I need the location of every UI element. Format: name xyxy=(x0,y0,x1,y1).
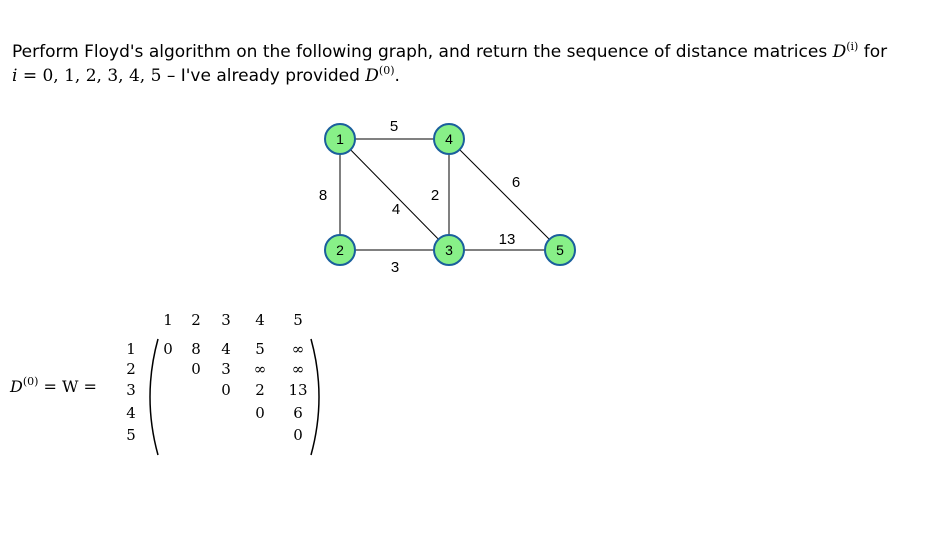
problem-text-provided: – I've already provided xyxy=(161,66,366,86)
col-header-5: 5 xyxy=(293,311,303,329)
lhs-equals-W: = W = xyxy=(38,377,97,396)
cell-5-5: 0 xyxy=(293,426,303,444)
math-sup-i: (i) xyxy=(846,40,859,53)
node-4 xyxy=(434,124,464,154)
weight-4-3: 2 xyxy=(430,187,440,204)
problem-text: Perform Floyd's algorithm on the following graph, and return the sequence of distance matrices xyxy=(12,42,828,62)
row-header-3: 3 xyxy=(126,381,136,399)
node-1-label: 1 xyxy=(336,131,344,147)
column-headers xyxy=(163,311,303,329)
problem-text-for: for xyxy=(858,42,888,62)
cell-2-4: ∞ xyxy=(253,360,267,378)
matrix-cells xyxy=(163,340,307,444)
row-header-5: 5 xyxy=(126,426,136,444)
col-header-4: 4 xyxy=(255,311,265,329)
cell-2-5: ∞ xyxy=(291,360,305,378)
weight-1-3: 4 xyxy=(391,201,401,218)
cell-2-2: 0 xyxy=(191,360,201,378)
cell-2-3: 3 xyxy=(221,360,231,378)
col-header-1: 1 xyxy=(163,311,173,329)
row-header-2: 2 xyxy=(126,360,136,378)
right-paren xyxy=(311,339,319,455)
cell-3-4: 2 xyxy=(255,381,265,399)
math-var-D0: D xyxy=(365,66,379,86)
math-var-D: D xyxy=(832,42,847,62)
cell-1-2: 8 xyxy=(191,340,201,358)
cell-4-5: 6 xyxy=(293,404,303,422)
math-var-i: i xyxy=(12,66,18,86)
node-5 xyxy=(545,235,575,265)
distance-matrix xyxy=(0,0,400,470)
col-header-3: 3 xyxy=(221,311,231,329)
cell-1-4: 5 xyxy=(255,340,265,358)
node-5-label: 5 xyxy=(556,242,564,258)
cell-1-1: 0 xyxy=(163,340,173,358)
node-3-label: 3 xyxy=(445,242,453,258)
left-paren xyxy=(150,339,158,455)
weight-4-5: 6 xyxy=(511,174,521,191)
math-range: = 0, 1, 2, 3, 4, 5 xyxy=(17,66,162,86)
weight-1-4: 5 xyxy=(389,118,399,135)
weight-3-5: 13 xyxy=(498,231,516,248)
cell-1-5: ∞ xyxy=(291,340,305,358)
weight-1-2: 8 xyxy=(318,187,328,204)
row-header-4: 4 xyxy=(126,404,136,422)
math-sup-0: (0) xyxy=(378,64,395,77)
row-headers xyxy=(126,340,136,444)
row-header-1: 1 xyxy=(126,340,136,358)
problem-period: . xyxy=(394,66,400,86)
lhs-sup: (0) xyxy=(22,375,39,388)
cell-1-3: 4 xyxy=(221,340,231,358)
node-4-label: 4 xyxy=(445,131,453,147)
node-2-label: 2 xyxy=(336,242,344,258)
lhs-var-D: D xyxy=(10,377,23,396)
cell-3-3: 0 xyxy=(221,381,231,399)
weight-2-3: 3 xyxy=(390,259,400,276)
node-3 xyxy=(434,235,464,265)
cell-3-5: 13 xyxy=(288,381,308,399)
col-header-2: 2 xyxy=(191,311,201,329)
cell-4-4: 0 xyxy=(255,404,265,422)
